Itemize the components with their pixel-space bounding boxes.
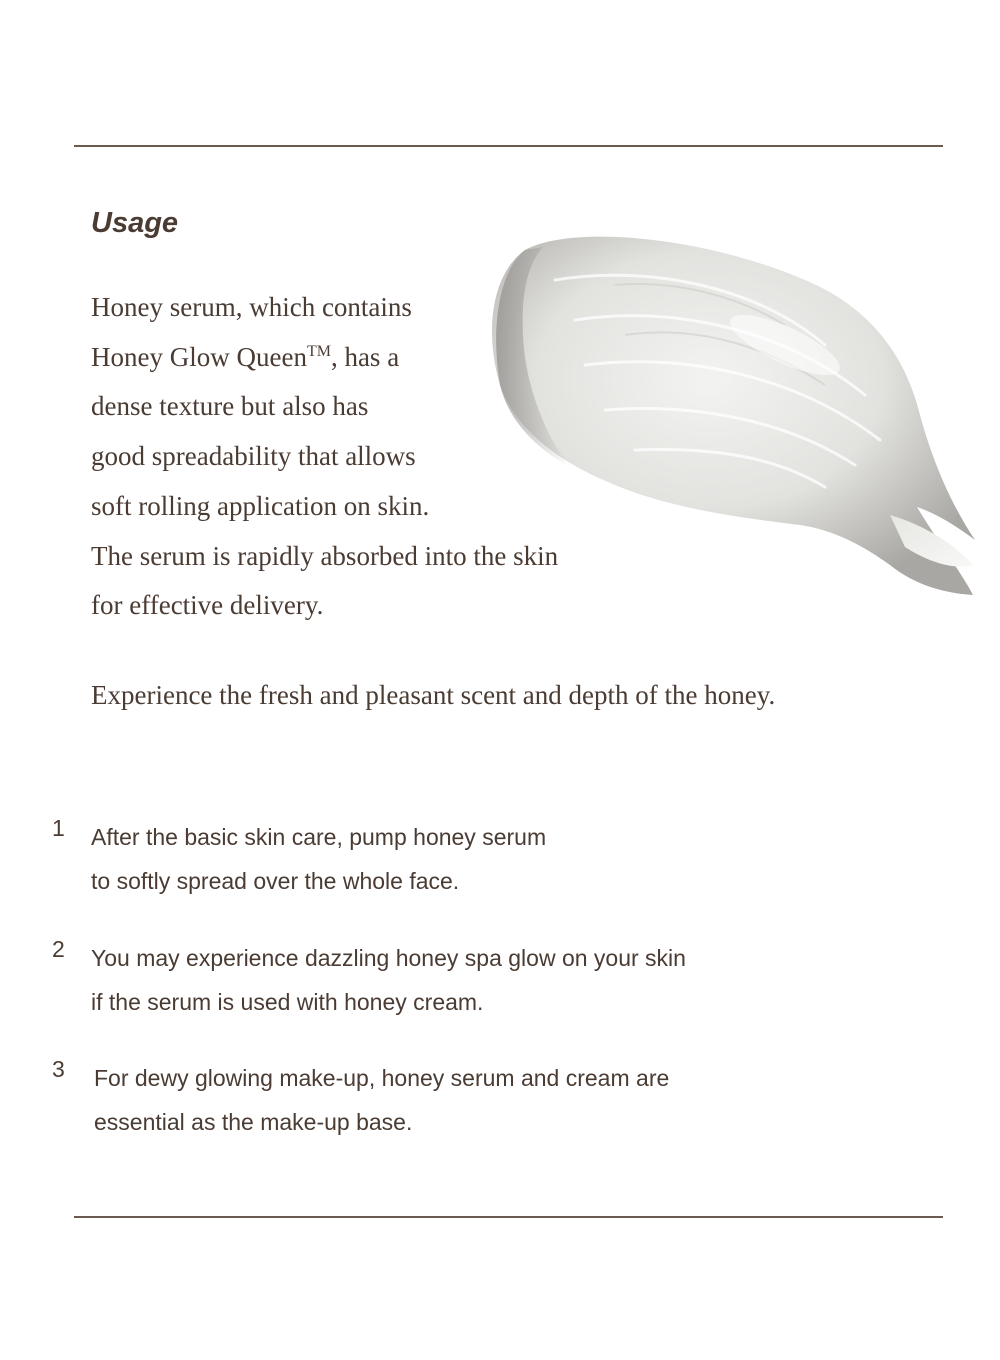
intro-line-2-text: Honey Glow Queen	[91, 341, 307, 372]
step-text	[91, 936, 686, 1024]
intro-line-6: The serum is rapidly absorbed into the skin	[91, 540, 559, 571]
step-line: essential as the make-up base.	[94, 1109, 413, 1135]
step-line: For dewy glowing make-up, honey serum and cream are	[94, 1065, 670, 1091]
intro-line-4: good spreadability that allows	[91, 441, 416, 472]
step-number: 1	[52, 815, 65, 841]
step-text	[94, 1056, 669, 1144]
intro-paragraph	[91, 283, 558, 631]
step-number: 3	[52, 1056, 65, 1082]
trademark-symbol: TM	[306, 342, 331, 360]
scent-statement: Experience the fresh and pleasant scent and depth of the honey.	[91, 680, 776, 710]
bottom-divider	[74, 1216, 943, 1218]
intro-line-2	[91, 333, 558, 383]
step-line: After the basic skin care, pump honey serum	[91, 824, 547, 850]
intro-line-2-tail: , has a	[330, 341, 400, 372]
intro-line-3: dense texture but also has	[91, 391, 369, 422]
step-line: You may experience dazzling honey spa glow on your skin	[91, 945, 686, 971]
intro-line-1: Honey serum, which contains	[91, 292, 412, 322]
step-text	[91, 815, 546, 903]
step-line: if the serum is used with honey cream.	[91, 989, 484, 1015]
step-line: to softly spread over the whole face.	[91, 868, 460, 894]
intro-line-5: soft rolling application on skin.	[91, 490, 430, 521]
step-number: 2	[52, 936, 65, 962]
top-divider	[74, 145, 943, 147]
intro-line-7: for effective delivery.	[91, 590, 324, 621]
serum-texture-image	[485, 225, 985, 610]
section-title: Usage	[91, 207, 179, 239]
